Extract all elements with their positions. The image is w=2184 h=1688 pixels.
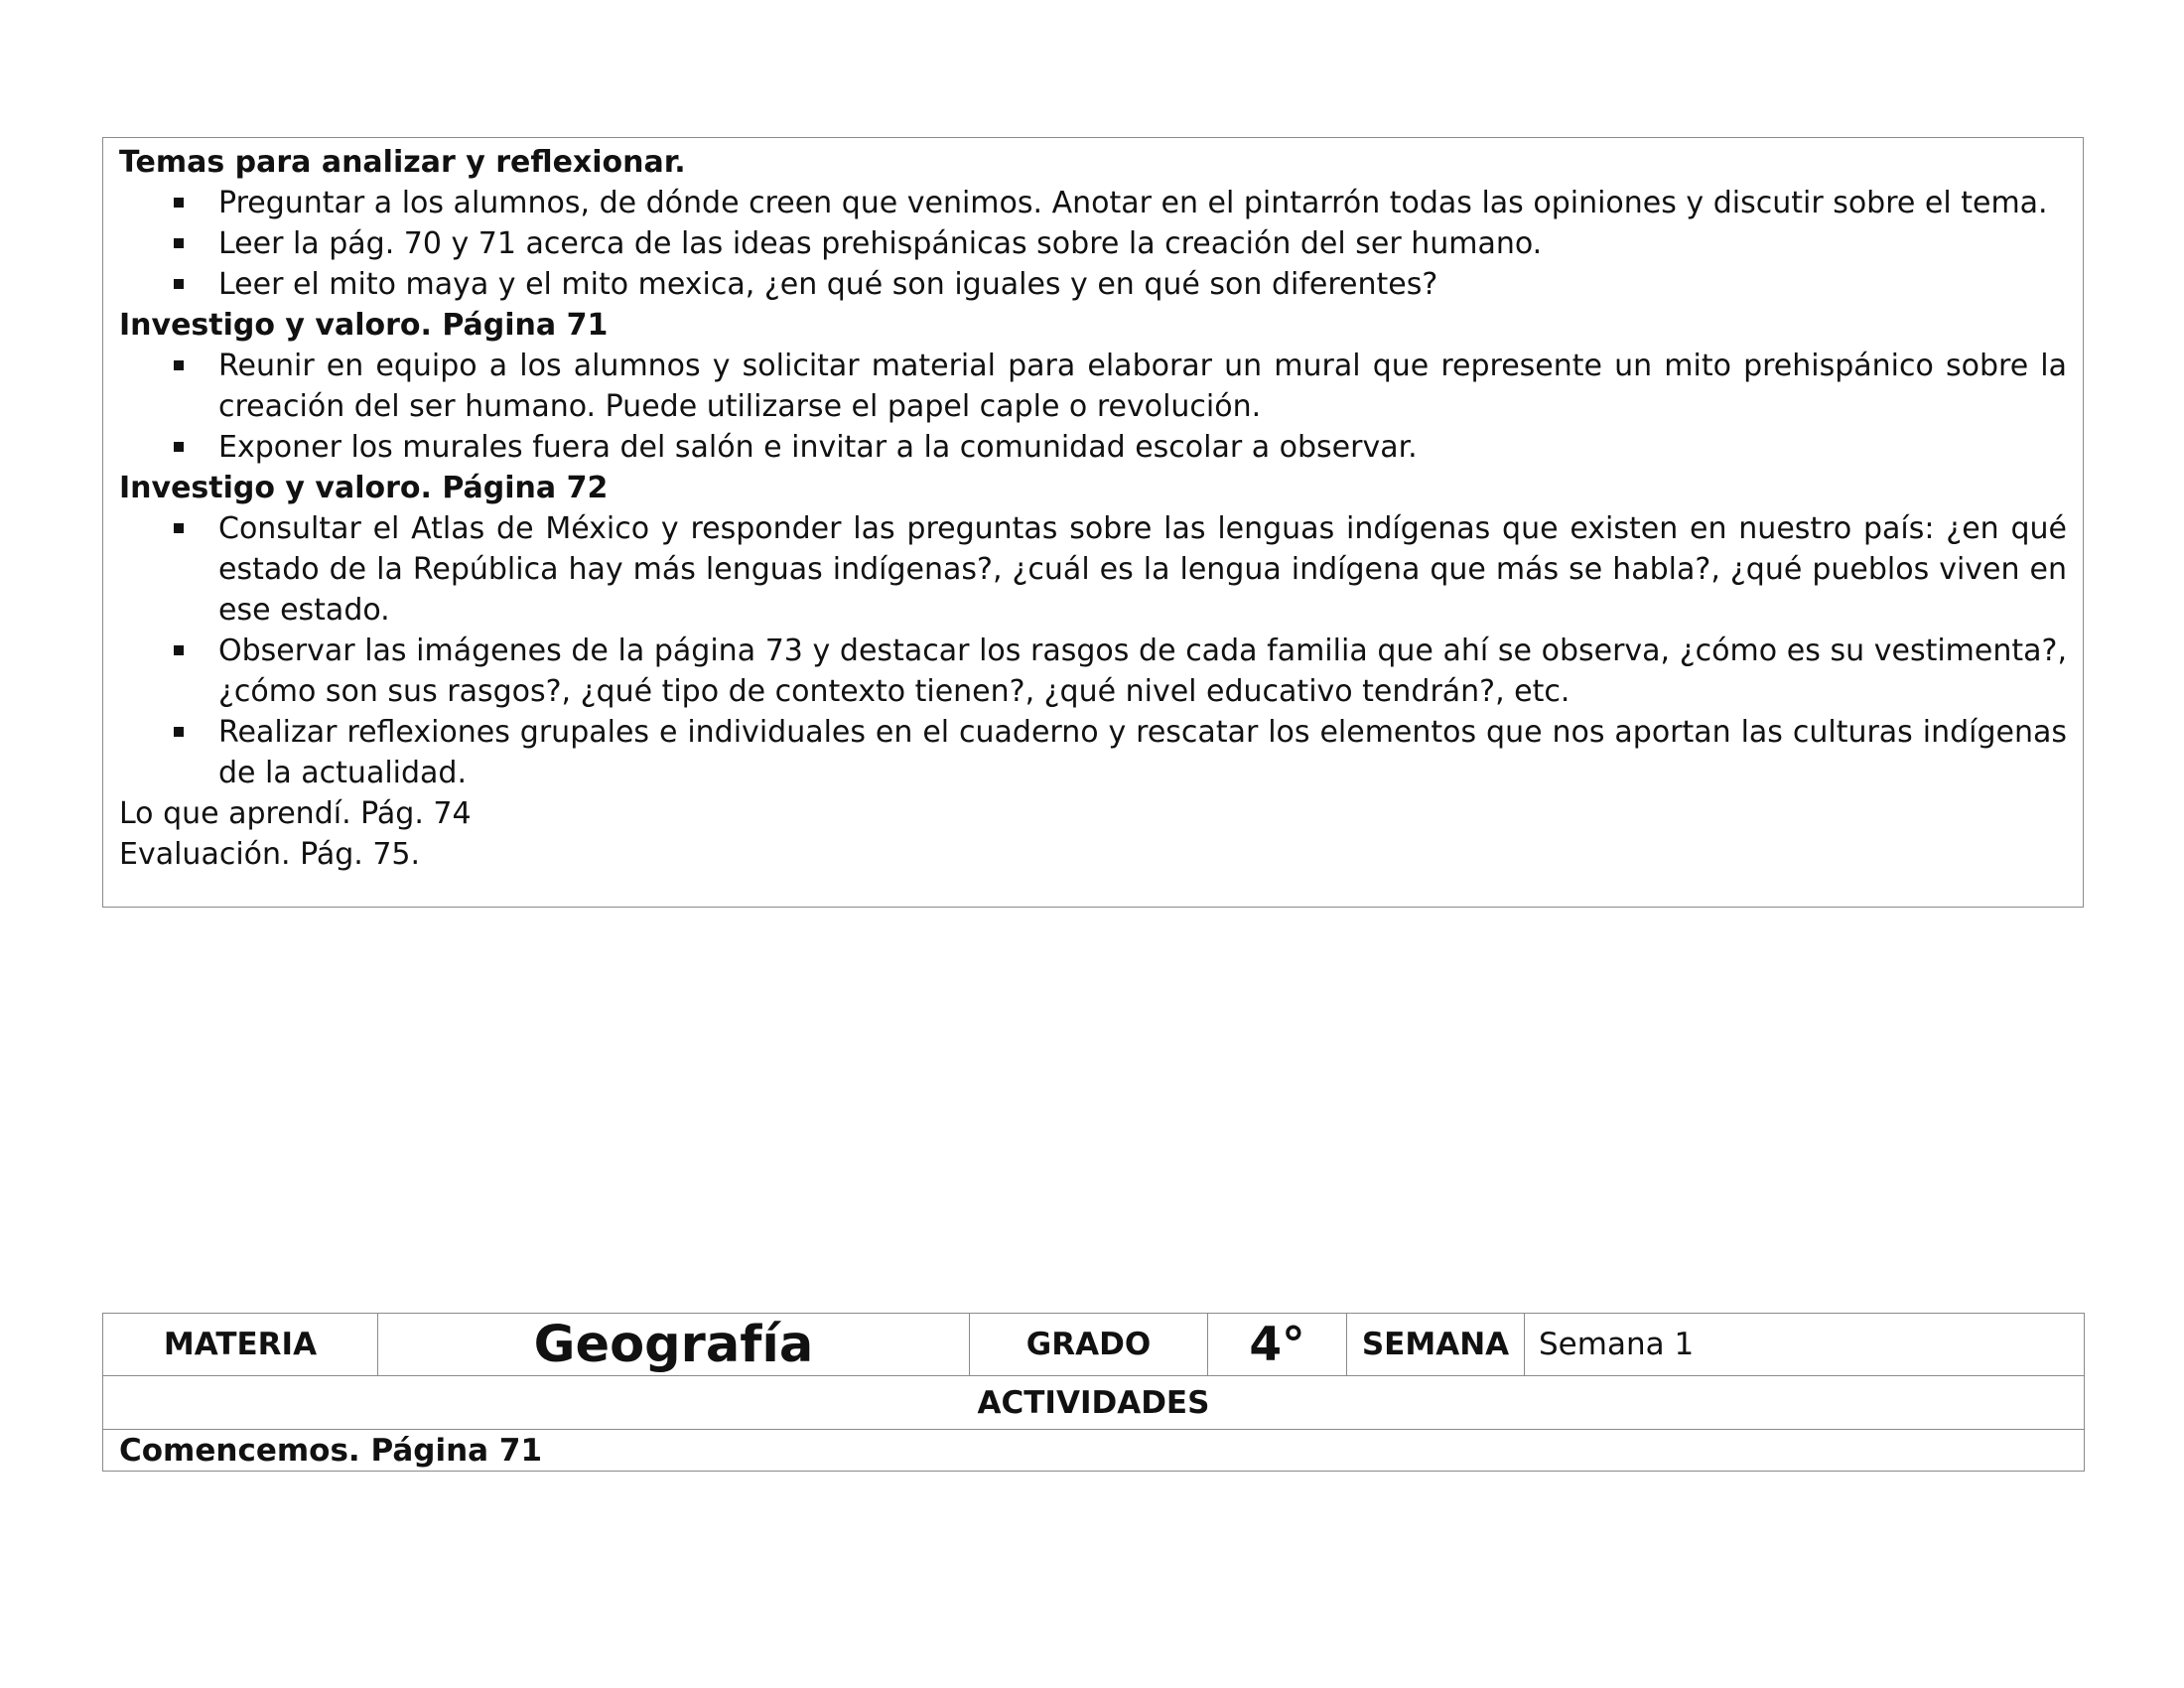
- square-bullet-icon: [174, 238, 184, 248]
- list-item: [119, 183, 2067, 223]
- list-item: [119, 427, 2067, 468]
- evaluation-line: Evaluación. Pág. 75.: [119, 837, 421, 872]
- list-item-text: Observar las imágenes de la página 73 y destacar los rasgos de cada familia que ahí se observa, ¿cómo es su vestimenta?, ¿cómo son sus rasgos?, ¿qué tipo de contexto tienen?, ¿qué nivel educativo tendrán?, etc.: [218, 633, 2067, 709]
- square-bullet-icon: [174, 645, 184, 655]
- list-item: [119, 631, 2067, 712]
- square-bullet-icon: [174, 727, 184, 737]
- first-activity-row: [103, 1430, 2085, 1472]
- learned-line: Lo que aprendí. Pág. 74: [119, 796, 472, 831]
- activities-continuation-box: [102, 137, 2084, 908]
- grade-value: 4°: [1208, 1314, 1347, 1376]
- list-item-text: Leer la pág. 70 y 71 acerca de las ideas prehispánicas sobre la creación del ser humano.: [218, 226, 1543, 261]
- semana-label: SEMANA: [1347, 1314, 1525, 1376]
- list-item: [119, 508, 2067, 631]
- list-item-text: Preguntar a los alumnos, de dónde creen que venimos. Anotar en el pintarrón todas las opiniones y discutir sobre el tema.: [218, 186, 2048, 220]
- activities-header-row: [103, 1376, 2085, 1430]
- topics-list: [119, 183, 2067, 305]
- week-value: Semana 1: [1525, 1314, 2085, 1376]
- investigo-71-list: [119, 346, 2067, 468]
- list-item: [119, 712, 2067, 793]
- list-item-text: Consultar el Atlas de México y responder las preguntas sobre las lenguas indígenas que existen en nuestro país: ¿en qué estado de la República hay más lenguas indígenas?, ¿cuál es la lengua indígena que más se habla?, ¿qué pueblos viven en ese estado.: [218, 511, 2067, 628]
- list-item: [119, 264, 2067, 305]
- list-item-text: Exponer los murales fuera del salón e invitar a la comunidad escolar a observar.: [218, 430, 1418, 465]
- square-bullet-icon: [174, 279, 184, 289]
- list-item-text: Reunir en equipo a los alumnos y solicitar material para elaborar un mural que represente un mito prehispánico sobre la creación del ser humano. Puede utilizarse el papel caple o revolución.: [218, 349, 2067, 424]
- section-heading-topics: Temas para analizar y reflexionar.: [119, 145, 686, 180]
- activities-header: ACTIVIDADES: [103, 1376, 2085, 1430]
- square-bullet-icon: [174, 198, 184, 208]
- subject-header-table: [102, 1313, 2085, 1472]
- list-item-text: Realizar reflexiones grupales e individuales en el cuaderno y rescatar los elementos que nos aportan las culturas indígenas de la actualidad.: [218, 715, 2067, 790]
- investigo-72-list: [119, 508, 2067, 793]
- list-item: [119, 223, 2067, 264]
- square-bullet-icon: [174, 442, 184, 452]
- section-heading-investigo-72: Investigo y valoro. Página 72: [119, 471, 609, 505]
- square-bullet-icon: [174, 360, 184, 370]
- subject-row: [103, 1314, 2085, 1376]
- subject-name: Geografía: [378, 1314, 970, 1376]
- first-activity-heading: Comencemos. Página 71: [103, 1430, 2085, 1472]
- section-heading-investigo-71: Investigo y valoro. Página 71: [119, 308, 609, 343]
- square-bullet-icon: [174, 523, 184, 533]
- list-item: [119, 346, 2067, 427]
- grado-label: GRADO: [970, 1314, 1208, 1376]
- materia-label: MATERIA: [103, 1314, 378, 1376]
- list-item-text: Leer el mito maya y el mito mexica, ¿en qué son iguales y en qué son diferentes?: [218, 267, 1438, 302]
